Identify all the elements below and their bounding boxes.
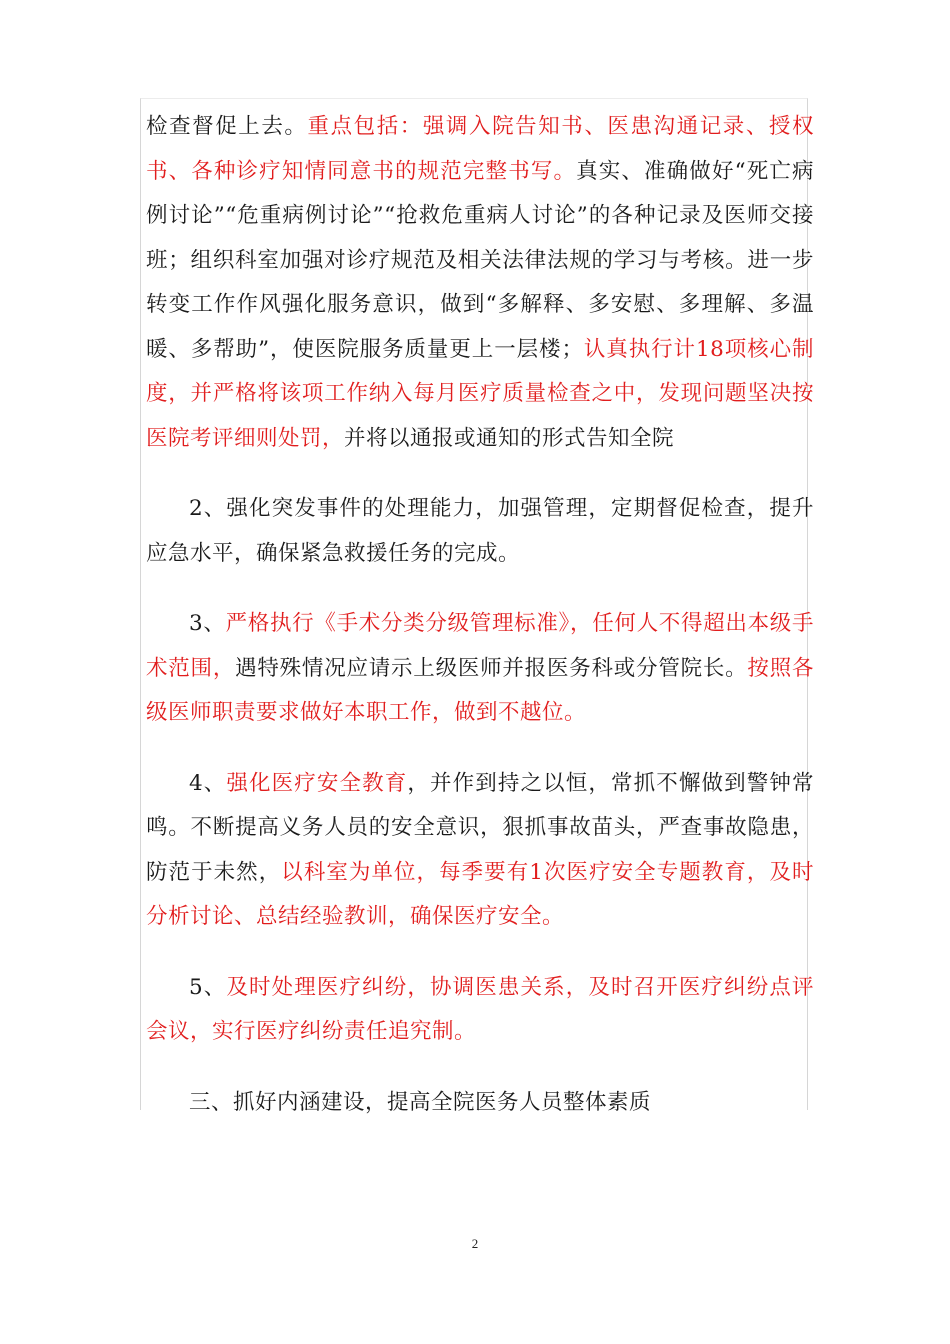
body-text: 2、强化突发事件的处理能力，加强管理，定期督促检查，提升应急水平，确保紧急救援任务的完成。 — [146, 496, 814, 566]
body-text: 5、 — [189, 974, 227, 1000]
body-text: 遇特殊情况应请示上级医师并报医务科或分管院长。 — [235, 655, 748, 681]
body-text: 并将以通报或通知的形式告知全院 — [344, 425, 675, 451]
paragraph-5 — [146, 966, 814, 1055]
highlighted-text: 重点包括：强调入院告知书、医患沟通记录、授权书、各种诊疗知情同意书的规范完整书写。 — [146, 114, 814, 184]
body-text: 检查督促上去。 — [146, 114, 308, 139]
paragraph-2 — [146, 487, 814, 576]
paragraph-1 — [146, 105, 814, 461]
highlighted-text: 及时处理医疗纠纷，协调医患关系，及时召开医疗纠纷点评会议，实行医疗纠纷责任追究制。 — [146, 974, 814, 1044]
paragraph-gap — [146, 940, 814, 966]
paragraph-gap — [146, 461, 814, 487]
body-text: 真实、准确做好“死亡病例讨论”“危重病例讨论”“抢救危重病人讨论”的各种记录及医师交接班；组织科室加强对诊疗规范及相关法律法规的学习与考核。进一步转变工作作风强化服务意识，做到“多解释、多安慰、多理解、多温暖、多帮助”，使医院服务质量更上一层楼； — [146, 158, 814, 362]
page-number: 2 — [471, 1236, 479, 1251]
highlighted-text: 按照各级医师职责要求做好本职工作，做到不越位。 — [146, 655, 814, 725]
paragraph-gap — [146, 576, 814, 602]
body-text: ，并作到持之以恒，常抓不懈做到警钟常鸣。不断提高义务人员的安全意识，狠抓事故苗头，严查事故隐患，防范于未然， — [146, 770, 814, 885]
highlighted-text: 认真执行计18项核心制度，并严格将该项工作纳入每月医疗质量检查之中，发现问题坚决按医院考评细则处罚， — [146, 336, 814, 451]
document-body — [146, 105, 814, 1125]
highlighted-text: 严格执行《手术分类分级管理标准》，任何人不得超出本级手术范围， — [146, 611, 814, 681]
paragraph-4 — [146, 762, 814, 940]
highlighted-text: 以科室为单位，每季要有1次医疗安全专题教育，及时分析讨论、总结经验教训，确保医疗安全。 — [146, 859, 814, 929]
paragraph-3 — [146, 602, 814, 736]
body-text: 4、 — [189, 770, 227, 796]
body-text: 3、 — [189, 611, 226, 636]
paragraph-gap — [146, 736, 814, 762]
body-text: 三、抓好内涵建设，提高全院医务人员整体素质 — [189, 1089, 652, 1115]
paragraph-6 — [146, 1081, 814, 1126]
paragraph-gap — [146, 1055, 814, 1081]
highlighted-text: 强化医疗安全教育 — [226, 770, 408, 796]
